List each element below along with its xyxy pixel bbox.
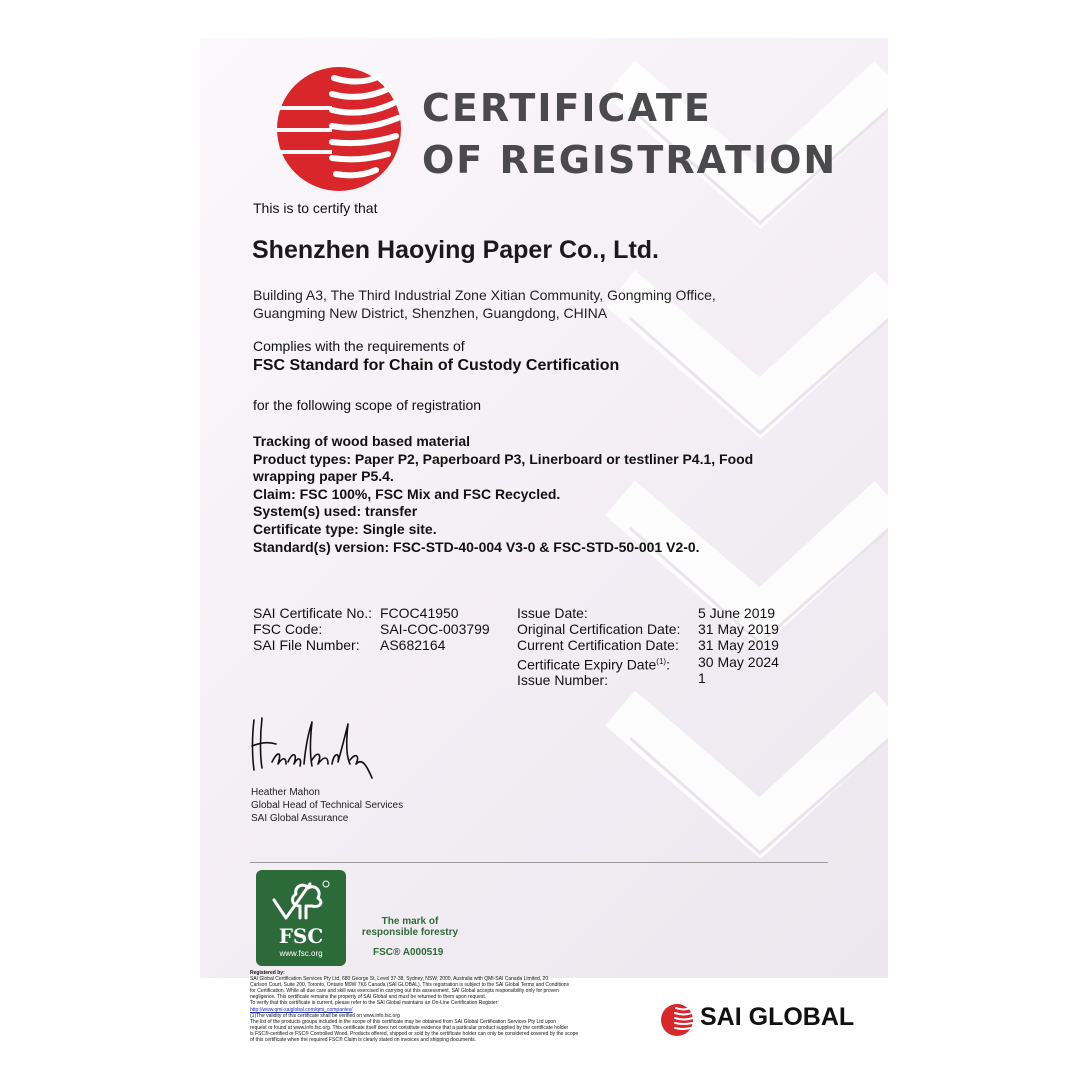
details-right-values bbox=[698, 605, 779, 686]
detail-label: Issue Number: bbox=[517, 672, 609, 689]
scope-block bbox=[253, 433, 753, 556]
intro-text: This is to certify that bbox=[253, 200, 378, 216]
sai-global-mark-icon bbox=[660, 1003, 694, 1037]
sai-global-wordmark: SAI GLOBAL bbox=[700, 1003, 855, 1031]
expiry-label: Certificate Expiry Date bbox=[517, 656, 657, 673]
footer-line: is FSC®-certified or FSC® Controlled Wood. Products offered, shipped or sold by the certificate holder can only be considered covered by the scope bbox=[250, 1030, 579, 1037]
certificate-title bbox=[422, 82, 837, 186]
scope-line: Certificate type: Single site. bbox=[253, 520, 437, 537]
fsc-mark-line-1: The mark of bbox=[381, 916, 439, 927]
scope-line: System(s) used: transfer bbox=[253, 503, 418, 520]
scope-line: Tracking of wood based material bbox=[253, 433, 471, 449]
detail-value: FCOC41950 bbox=[380, 605, 459, 621]
fsc-logo bbox=[256, 870, 346, 966]
detail-label-expiry bbox=[517, 654, 680, 673]
footer-line: request or found at www.info.fsc.org. This certificate itself does not constitute evidence that a particular product supplied by the certificate holder bbox=[250, 1024, 569, 1031]
footer-line: SAI Global Certification Services Pty Ltd, 680 George St, Level 37-38, Sydney, NSW, 2000, Australia with QMI-SAI Canada Limited, 20 bbox=[250, 976, 549, 983]
fsc-logo-text: FSC bbox=[278, 924, 324, 948]
footnote-marker: (1) bbox=[656, 656, 667, 666]
fsc-mark-line-2: responsible forestry bbox=[361, 927, 459, 938]
standard-name: FSC Standard for Chain of Custody Certification bbox=[253, 357, 620, 374]
detail-value: 31 May 2019 bbox=[698, 637, 779, 654]
divider bbox=[250, 862, 828, 863]
detail-value: 31 May 2019 bbox=[698, 621, 779, 638]
fsc-url: www.fsc.org bbox=[279, 949, 323, 958]
scope-line: wrapping paper P5.4. bbox=[253, 468, 394, 485]
detail-value: SAI-COC-003799 bbox=[380, 621, 490, 638]
footer-line: Carlson Court, Suite 200, Toronto, Ontario M9W 7K6 Canada (SAI GLOBAL). This registration is subject to the SAI Global Terms and Conditions bbox=[250, 982, 570, 989]
company-address bbox=[253, 286, 716, 322]
signatory-block bbox=[251, 786, 403, 825]
detail-label: SAI Certificate No.: bbox=[253, 605, 373, 621]
footer-line: negligence. This certificate remains the property of SAI Global and must be returned to them upon request. bbox=[250, 994, 487, 1001]
footer-line: (1)The validity of this certificate shall be verified on www.info.fsc.org bbox=[250, 1012, 400, 1019]
details-left-values bbox=[380, 605, 490, 654]
address-line-2: Guangming New District, Shenzhen, Guangdong, CHINA bbox=[253, 305, 608, 321]
signatory-org: SAI Global Assurance bbox=[251, 813, 349, 824]
footer-line: for Certification. While all due care and skill was exercised in carrying out this assessment, SAI Global accepts responsibility only for proven bbox=[250, 988, 559, 995]
register-link[interactable]: http://www.qmi-saiglobal.com/qmi_companies/ bbox=[250, 1006, 353, 1013]
expiry-colon: : bbox=[666, 656, 670, 673]
detail-label: FSC Code: bbox=[253, 621, 323, 638]
title-line-1: CERTIFICATE bbox=[422, 86, 712, 130]
footer-registered-by: Registered by: bbox=[250, 970, 285, 976]
details-left-labels bbox=[253, 605, 372, 654]
details-right-labels bbox=[517, 605, 680, 689]
detail-label: Current Certification Date: bbox=[517, 637, 679, 654]
scope-line: Product types: Paper P2, Paperboard P3, Linerboard or testliner P4.1, Food bbox=[253, 450, 754, 467]
detail-value: 5 June 2019 bbox=[698, 605, 776, 621]
detail-label: SAI File Number: bbox=[253, 637, 360, 654]
scope-lead: for the following scope of registration bbox=[253, 397, 482, 413]
detail-value: AS682164 bbox=[380, 637, 446, 654]
signatory-title: Global Head of Technical Services bbox=[251, 800, 404, 811]
footer-line: The list of the products groups included in the scope of this certificate may be obtained from SAI Global Certification Services Pty Ltd upon bbox=[250, 1018, 556, 1025]
detail-value: 1 bbox=[698, 669, 706, 686]
footer-line: of this certificate when the required FSC® Claim is clearly stated on invoices and shipping documents. bbox=[250, 1037, 477, 1044]
footer-fineprint bbox=[250, 970, 660, 1043]
signature-image bbox=[248, 712, 380, 784]
scope-line: Standard(s) version: FSC-STD-40-004 V3-0 & FSC-STD-50-001 V2-0. bbox=[253, 538, 700, 555]
fsc-code: FSC® A000519 bbox=[373, 947, 444, 958]
fsc-mark-text bbox=[348, 916, 472, 938]
scope-line: Claim: FSC 100%, FSC Mix and FSC Recycled. bbox=[253, 485, 561, 502]
company-name: Shenzhen Haoying Paper Co., Ltd. bbox=[252, 236, 659, 264]
footer-line: To verify that this certificate is current, please refer to the SAI Global maintains an On-Line Certification Register: bbox=[250, 1000, 499, 1007]
title-line-2: OF REGISTRATION bbox=[422, 138, 838, 182]
compliance-lead: Complies with the requirements of bbox=[253, 338, 465, 354]
detail-value: 30 May 2024 bbox=[698, 653, 779, 670]
fsc-tree-check-icon bbox=[270, 878, 332, 926]
sai-logo-icon bbox=[276, 66, 402, 192]
detail-label: Original Certification Date: bbox=[517, 621, 681, 638]
address-line-1: Building A3, The Third Industrial Zone Xitian Community, Gongming Office, bbox=[253, 287, 716, 303]
signatory-name: Heather Mahon bbox=[251, 787, 320, 798]
detail-label: Issue Date: bbox=[517, 605, 588, 621]
